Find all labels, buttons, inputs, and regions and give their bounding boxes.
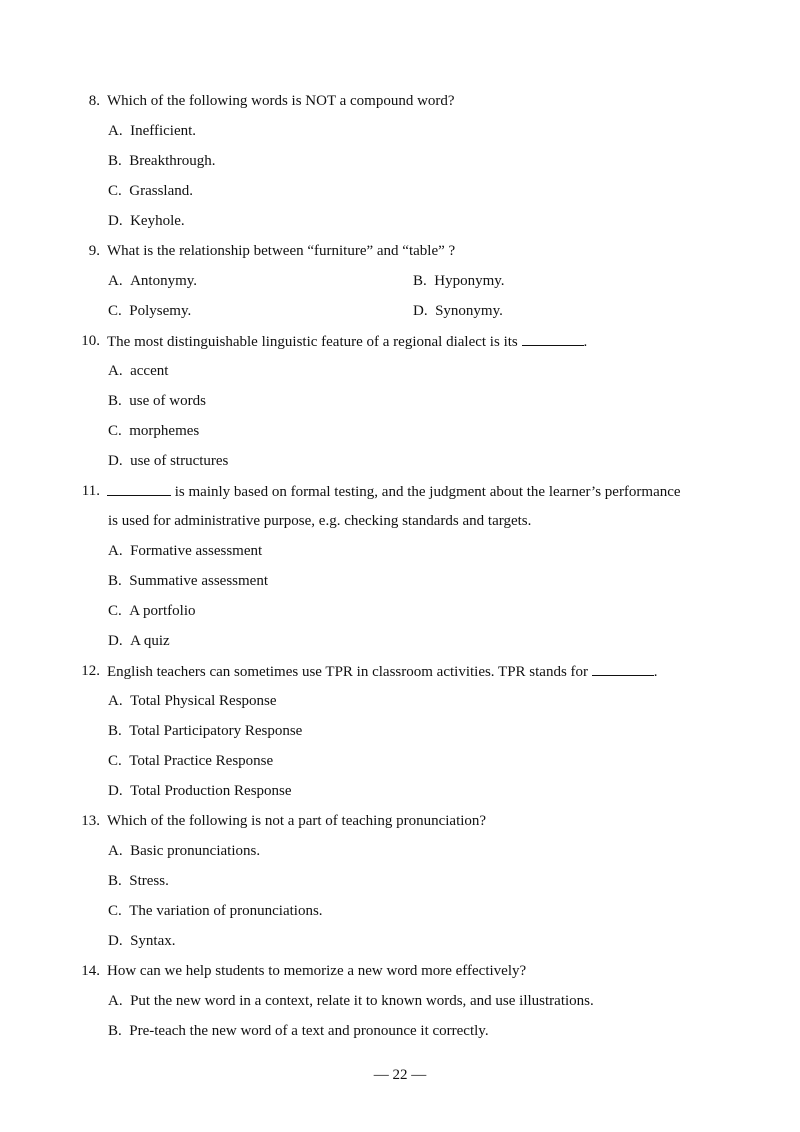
question-13-number: 13. xyxy=(81,813,100,829)
option-text: Pre-teach the new word of a text and pronounce it correctly. xyxy=(129,1023,489,1039)
question-10-number: 10. xyxy=(81,333,100,349)
option-letter: C. xyxy=(108,423,122,439)
question-8-option-b xyxy=(108,152,216,170)
option-text: morphemes xyxy=(129,423,200,439)
stem-text: The most distinguishable linguistic feature of a regional dialect is its xyxy=(107,334,518,350)
option-letter: B. xyxy=(108,1023,122,1039)
option-letter: C. xyxy=(108,603,122,619)
option-letter: D. xyxy=(108,453,123,469)
question-11-number: 11. xyxy=(81,483,100,499)
option-letter: B. xyxy=(108,153,122,169)
question-8-option-a xyxy=(108,122,196,140)
question-13-stem: Which of the following is not a part of teaching pronunciation? xyxy=(107,813,487,829)
option-text: Keyhole. xyxy=(130,213,185,229)
option-text: Total Practice Response xyxy=(129,753,274,769)
option-text: Breakthrough. xyxy=(129,153,216,169)
question-12-option-b xyxy=(108,722,302,740)
option-text: accent xyxy=(130,363,169,379)
question-14-option-b xyxy=(108,1022,489,1040)
option-text: use of structures xyxy=(130,453,229,469)
question-13-option-a xyxy=(108,842,260,860)
question-8-number: 8. xyxy=(88,93,100,109)
question-12-number: 12. xyxy=(81,663,100,679)
question-14-option-a xyxy=(108,992,594,1010)
question-9-number: 9. xyxy=(88,243,100,259)
option-text: Stress. xyxy=(129,873,169,889)
answer-blank xyxy=(107,482,171,496)
option-text: Syntax. xyxy=(130,933,176,949)
answer-blank xyxy=(592,662,654,676)
option-letter: B. xyxy=(108,573,122,589)
question-8-option-c xyxy=(108,182,193,200)
answer-blank xyxy=(522,332,584,346)
option-text: Put the new word in a context, relate it to known words, and use illustrations. xyxy=(130,993,594,1009)
question-8-stem: Which of the following words is NOT a compound word? xyxy=(107,93,455,109)
option-letter: D. xyxy=(413,303,428,319)
question-12-option-a xyxy=(108,692,277,710)
option-text: A quiz xyxy=(130,633,170,649)
question-11-stem xyxy=(107,482,681,501)
stem-text: is mainly based on formal testing, and the judgment about the learner’s performance xyxy=(174,484,681,500)
option-letter: C. xyxy=(108,183,122,199)
question-9-option-a xyxy=(108,272,197,290)
option-letter: C. xyxy=(108,903,122,919)
question-14-number: 14. xyxy=(81,963,100,979)
stem-end: . xyxy=(653,664,658,680)
option-text: Total Production Response xyxy=(130,783,292,799)
option-text: Polysemy. xyxy=(129,303,192,319)
option-letter: B. xyxy=(108,723,122,739)
option-text: Grassland. xyxy=(129,183,194,199)
option-text: Formative assessment xyxy=(130,543,263,559)
option-text: The variation of pronunciations. xyxy=(129,903,323,919)
option-letter: A. xyxy=(108,123,123,139)
option-text: Summative assessment xyxy=(129,573,269,589)
question-13-option-c xyxy=(108,902,323,920)
question-13-option-b xyxy=(108,872,169,890)
option-text: Antonymy. xyxy=(130,273,198,289)
option-text: A portfolio xyxy=(129,603,196,619)
question-11-stem-continued: is used for administrative purpose, e.g. checking standards and targets. xyxy=(108,513,532,529)
option-letter: A. xyxy=(108,993,123,1009)
stem-text: English teachers can sometimes use TPR in classroom activities. TPR stands for xyxy=(107,664,589,680)
option-letter: A. xyxy=(108,363,123,379)
option-letter: B. xyxy=(108,873,122,889)
question-8-option-d xyxy=(108,212,185,230)
option-letter: D. xyxy=(108,213,123,229)
question-10-option-c xyxy=(108,422,199,440)
option-letter: B. xyxy=(108,393,122,409)
option-letter: A. xyxy=(108,843,123,859)
question-9-option-d xyxy=(413,302,503,320)
option-text: Synonymy. xyxy=(435,303,503,319)
question-13-option-d xyxy=(108,932,176,950)
option-text: use of words xyxy=(129,393,206,409)
option-letter: D. xyxy=(108,933,123,949)
option-letter: D. xyxy=(108,783,123,799)
question-11-option-d xyxy=(108,632,170,650)
stem-end: . xyxy=(583,334,588,350)
option-letter: A. xyxy=(108,543,123,559)
question-11-option-b xyxy=(108,572,268,590)
question-9-option-b xyxy=(413,272,505,290)
option-letter: D. xyxy=(108,633,123,649)
option-letter: A. xyxy=(108,693,123,709)
option-letter: C. xyxy=(108,753,122,769)
option-text: Total Participatory Response xyxy=(129,723,303,739)
option-letter: C. xyxy=(108,303,122,319)
question-9-option-c xyxy=(108,302,191,320)
question-9-stem: What is the relationship between “furniture” and “table” ? xyxy=(107,243,456,259)
option-letter: B. xyxy=(413,273,427,289)
question-11-option-a xyxy=(108,542,262,560)
question-10-option-a xyxy=(108,362,168,380)
option-text: Basic pronunciations. xyxy=(130,843,261,859)
question-12-stem xyxy=(107,662,658,681)
question-10-stem xyxy=(107,332,587,351)
option-letter: A. xyxy=(108,273,123,289)
option-text: Inefficient. xyxy=(130,123,197,139)
question-12-option-d xyxy=(108,782,292,800)
question-10-option-d xyxy=(108,452,228,470)
question-10-option-b xyxy=(108,392,206,410)
question-12-option-c xyxy=(108,752,273,770)
page-number: — 22 — xyxy=(373,1067,427,1083)
question-14-stem: How can we help students to memorize a new word more effectively? xyxy=(107,963,527,979)
option-text: Total Physical Response xyxy=(130,693,277,709)
option-text: Hyponymy. xyxy=(434,273,505,289)
question-11-option-c xyxy=(108,602,196,620)
